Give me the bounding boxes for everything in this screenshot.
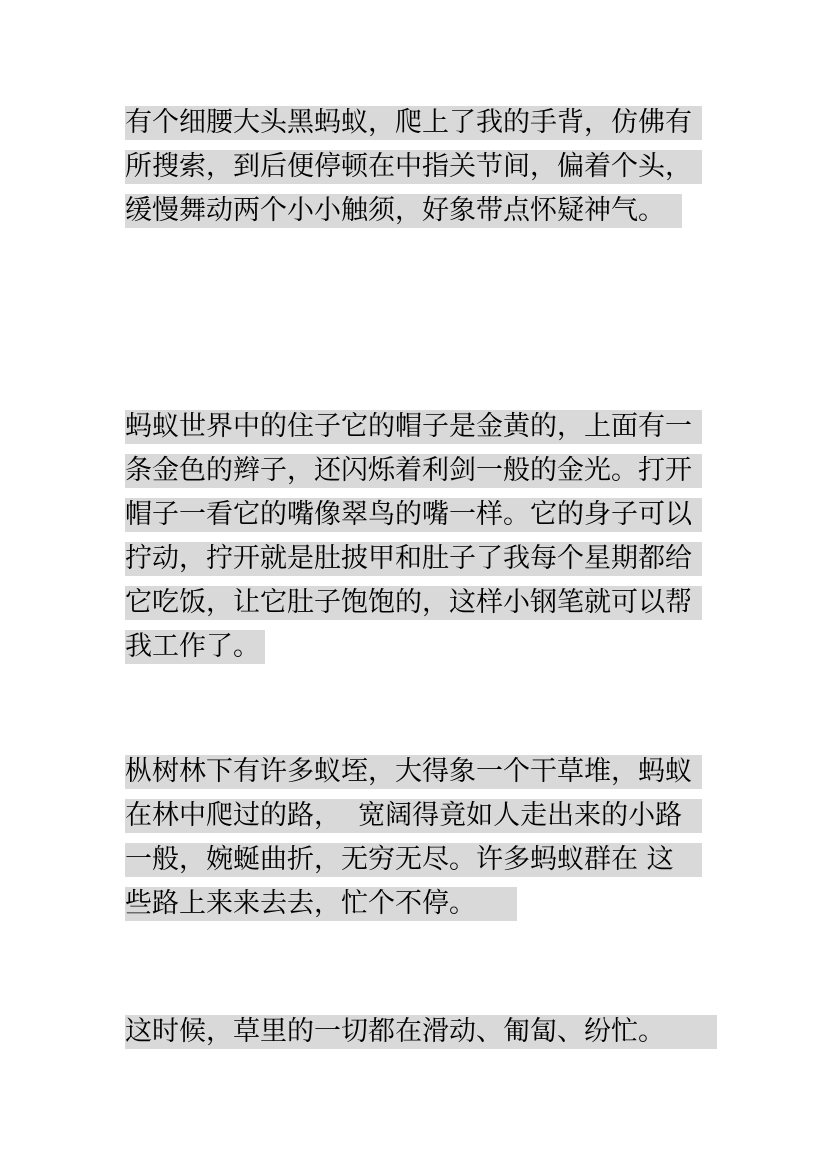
paragraph-line: 有个细腰大头黑蚂蚁，爬上了我的手背，仿佛有 [125,106,702,140]
paragraph-line: 我工作了。 [125,630,265,664]
paragraph-line: 在林中爬过的路， 宽阔得竟如人走出来的小路 [125,799,702,833]
paragraph-line: 些路上来来去去，忙个不停。 [125,887,517,921]
paragraph-line: 一般，婉蜒曲折，无穷无尽。许多蚂蚁群在 这 [125,843,702,877]
paragraph-line: 拧动，拧开就是肚披甲和肚子了我每个星期都给 [125,542,702,576]
paragraph-line: 枞树林下有许多蚁垤，大得象一个干草堆，蚂蚁 [125,755,702,789]
paragraph-line: 所搜索，到后便停顿在中指关节间，偏着个头， [125,150,702,184]
paragraph-line: 蚂蚁世界中的住子它的帽子是金黄的，上面有一 [125,410,702,444]
paragraph-line: 帽子一看它的嘴像翠鸟的嘴一样。它的身子可以 [125,498,702,532]
paragraph-line: 它吃饭，让它肚子饱饱的，这样小钢笔就可以帮 [125,586,702,620]
paragraph-line: 条金色的辫子，还闪烁着利剑一般的金光。打开 [125,454,702,488]
paragraph-line: 缓慢舞动两个小小触须，好象带点怀疑神气。 [125,194,682,228]
paragraph-line: 这时候，草里的一切都在滑动、匍匐、纷忙。 [125,1015,717,1049]
